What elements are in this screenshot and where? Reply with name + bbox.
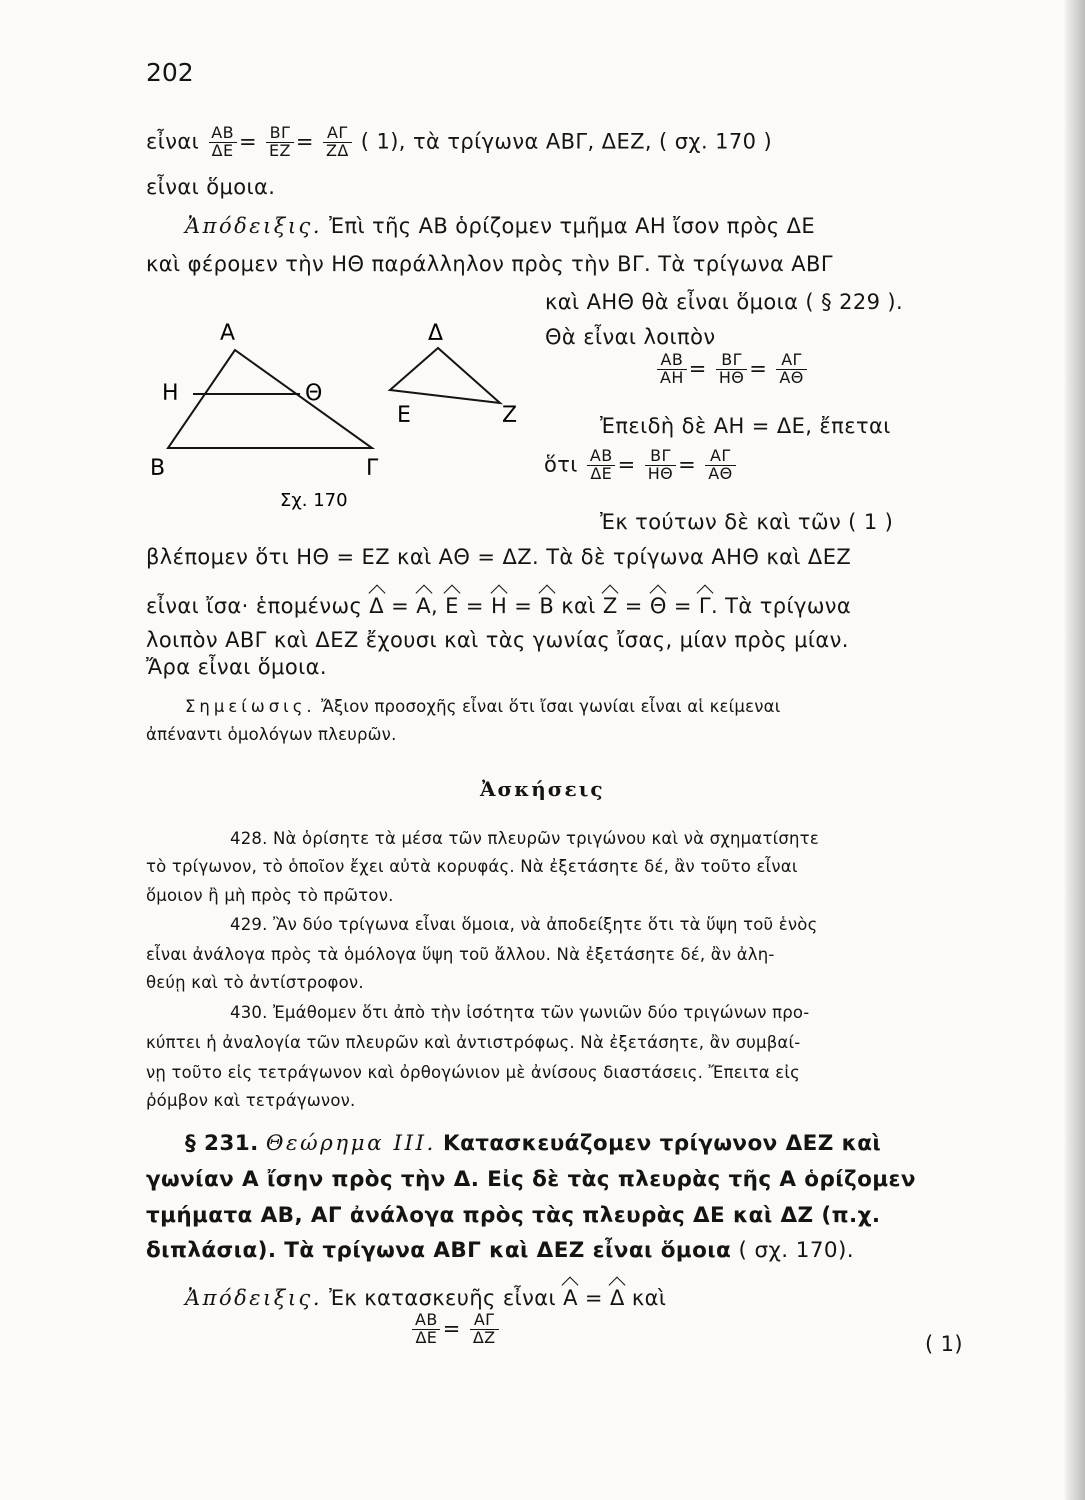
ex429-line-2: εἶναι ἀνάλογα πρὸς τὰ ὁμόλογα ὕψη τοῦ ἄλλου. Νὰ ἐξετάσητε δέ, ἂν ἀλη- xyxy=(146,945,775,964)
ex430-line-4: ῥόμβον καὶ τετράγωνον. xyxy=(146,1091,356,1110)
proof-line-4: Θὰ εἶναι λοιπὸν xyxy=(545,325,716,349)
proof2-line-1: Ἀπόδειξις. Ἐκ κατασκευῆς εἶναι Α = Δ καὶ xyxy=(185,1286,667,1310)
fraction: $\frac{A\Gamma}{Z\Delta}$ xyxy=(323,125,352,160)
angle: Α xyxy=(416,594,432,618)
proof-line-1: Ἀπόδειξις. Ἐπὶ τῆς ΑΒ ὁρίζομεν τμῆμα ΑΗ ἴσον πρὸς ΔΕ xyxy=(185,214,816,238)
label-b: Β xyxy=(150,456,166,481)
angle: Γ xyxy=(698,594,712,618)
proof-line-7: βλέπομεν ὅτι ΗΘ = ΕΖ καὶ ΑΘ = ΔΖ. Τὰ δὲ τρίγωνα ΑΗΘ καὶ ΔΕΖ xyxy=(146,545,852,569)
angle: Η xyxy=(491,594,508,618)
page-edge-shadow xyxy=(1065,0,1085,1500)
label-e: Ε xyxy=(397,403,411,428)
equation-number: ( 1) xyxy=(925,1332,964,1356)
label-h: Η xyxy=(162,381,179,406)
proof-line-6: Ἐκ τούτων δὲ καὶ τῶν ( 1 ) xyxy=(600,510,894,534)
fraction: $\frac{B\Gamma}{H\Theta}$ xyxy=(716,352,747,387)
statement-line-2: εἶναι ὅμοια. xyxy=(146,175,276,199)
ex429-line-1: 429. Ἂν δύο τρίγωνα εἶναι ὅμοια, νὰ ἀποδείξητε ὅτι τὰ ὕψη τοῦ ἑνὸς xyxy=(230,915,818,934)
fraction: $\frac{A\Gamma}{A\Theta}$ xyxy=(776,352,806,387)
fraction: $\frac{AB}{\Delta E}$ xyxy=(587,448,616,483)
triangle-dez xyxy=(390,348,500,403)
fraction: $\frac{B\Gamma}{EZ}$ xyxy=(266,125,294,160)
ex429-line-3: θεύῃ καὶ τὸ ἀντίστροφον. xyxy=(146,973,364,992)
angle: Θ xyxy=(649,594,667,618)
label-theta: Θ xyxy=(305,381,323,406)
triangle-abg xyxy=(168,350,372,448)
ex430-line-2: κύπτει ἡ ἀναλογία τῶν πλευρῶν καὶ ἀντιστρόφως. Νὰ ἐξετάσητε, ἂν συμβαί- xyxy=(146,1033,801,1052)
theorem-line-2: γωνίαν Α ἴσην πρὸς τὴν Δ. Εἰς δὲ τὰς πλευρὰς τῆς Α ὁρίζομεν xyxy=(146,1167,916,1192)
angle: Δ xyxy=(369,594,385,618)
theorem-label: Θεώρημα III. xyxy=(265,1131,436,1156)
label-gamma: Γ xyxy=(366,456,379,481)
proof-line-5: Ἐπειδὴ δὲ ΑΗ = ΔΕ, ἔπεται xyxy=(600,414,891,438)
angle: Β xyxy=(539,594,555,618)
ratio-line-4: $\frac{AB}{\Delta E}$ = $\frac{A\Gamma}{\Delta Z}$ xyxy=(410,1312,501,1347)
proof-line-9: λοιπὸν ΑΒΓ καὶ ΔΕΖ ἔχουσι καὶ τὰς γωνίας ἴσας, μίαν πρὸς μίαν. xyxy=(146,628,849,652)
proof-line-10: Ἄρα εἶναι ὅμοια. xyxy=(146,655,327,679)
proof-label: Ἀπόδειξις. xyxy=(185,1286,322,1310)
figure-caption: Σχ. 170 xyxy=(280,490,348,511)
statement-line-1: εἶναι $\frac{AB}{\Delta E}$ = $\frac{B\Gamma}{EZ}$ = $\frac{A\Gamma}{Z\Delta}$ ( 1), τὰ τρίγωνα ΑΒΓ, ΔΕΖ, ( σχ. 170 ) xyxy=(146,123,773,160)
label-delta: Δ xyxy=(428,321,444,346)
theorem-line-1: § 231. Θεώρημα III. Κατασκευάζομεν τρίγωνον ΔΕΖ καὶ xyxy=(185,1131,882,1156)
fraction: $\frac{A\Gamma}{\Delta Z}$ xyxy=(470,1312,499,1347)
fraction: $\frac{AB}{\Delta E}$ xyxy=(208,125,237,160)
ex428-line-2: τὸ τρίγωνον, τὸ ὁποῖον ἔχει αὐτὰ κορυφάς. Νὰ ἐξετάσητε δέ, ἂν τοῦτο εἶναι xyxy=(146,857,798,876)
exercises-heading: Ἀσκήσεις xyxy=(480,777,605,801)
page-number: 202 xyxy=(146,58,194,87)
ex430-line-3: νῃ τοῦτο εἰς τετράγωνον καὶ ὀρθογώνιον μὲ ἀνίσους διαστάσεις. Ἔπειτα εἰς xyxy=(146,1063,801,1082)
note-label: Σημείωσις. xyxy=(185,697,316,716)
fraction: $\frac{A\Gamma}{A\Theta}$ xyxy=(705,448,735,483)
label-z: Ζ xyxy=(502,403,518,428)
angle: Ε xyxy=(445,594,459,618)
figure-170 xyxy=(140,310,545,520)
angle: Ζ xyxy=(602,594,618,618)
word: εἶναι xyxy=(146,129,200,154)
proof-label: Ἀπόδειξις. xyxy=(185,214,322,238)
note-line-1: Σημείωσις. Ἄξιον προσοχῆς εἶναι ὅτι ἴσαι γωνίαι εἶναι αἱ κείμεναι xyxy=(185,697,781,716)
fraction: $\frac{AB}{\Delta E}$ xyxy=(412,1312,441,1347)
note-line-2: ἀπέναντι ὁμολόγων πλευρῶν. xyxy=(146,725,397,744)
angle: Δ xyxy=(610,1286,625,1310)
proof-line-8: εἶναι ἴσα· ἑπομένως Δ = Α, Ε = Η = Β καὶ Ζ = Θ = Γ. Τὰ τρίγωνα xyxy=(146,594,852,618)
fraction: $\frac{AB}{AH}$ xyxy=(657,352,687,387)
ex428-line-3: ὅμοιον ἢ μὴ πρὸς τὸ πρῶτον. xyxy=(146,886,394,905)
ex428-line-1: 428. Νὰ ὁρίσητε τὰ μέσα τῶν πλευρῶν τριγώνου καὶ νὰ σχηματίσητε xyxy=(230,829,819,848)
proof-line-3: καὶ ΑΗΘ θὰ εἶναι ὅμοια ( § 229 ). xyxy=(545,290,904,314)
statement-tail: ( 1), τὰ τρίγωνα ΑΒΓ, ΔΕΖ, ( σχ. 170 ) xyxy=(360,129,773,154)
angle: Α xyxy=(563,1286,578,1310)
theorem-line-3: τμήματα ΑΒ, ΑΓ ἀνάλογα πρὸς τὰς πλευρὰς ΔΕ καὶ ΔΖ (π.χ. xyxy=(146,1203,881,1228)
ex430-line-1: 430. Ἐμάθομεν ὅτι ἀπὸ τὴν ἰσότητα τῶν γωνιῶν δύο τριγώνων προ- xyxy=(230,1003,810,1022)
theorem-line-4: διπλάσια). Τὰ τρίγωνα ΑΒΓ καὶ ΔΕΖ εἶναι ὅμοια ( σχ. 170). xyxy=(146,1238,855,1263)
proof-line-2: καὶ φέρομεν τὴν ΗΘ παράλληλον πρὸς τὴν ΒΓ. Τὰ τρίγωνα ΑΒΓ xyxy=(146,252,833,276)
ratio-line-2: $\frac{AB}{AH}$ = $\frac{B\Gamma}{H\Theta}$ = $\frac{A\Gamma}{A\Theta}$ xyxy=(655,352,809,387)
ratio-line-3: ὅτι $\frac{AB}{\Delta E}$ = $\frac{B\Gamma}{H\Theta}$ = $\frac{A\Gamma}{A\Theta}$ xyxy=(544,448,738,483)
fraction: $\frac{B\Gamma}{H\Theta}$ xyxy=(645,448,676,483)
label-a: Α xyxy=(220,321,236,346)
